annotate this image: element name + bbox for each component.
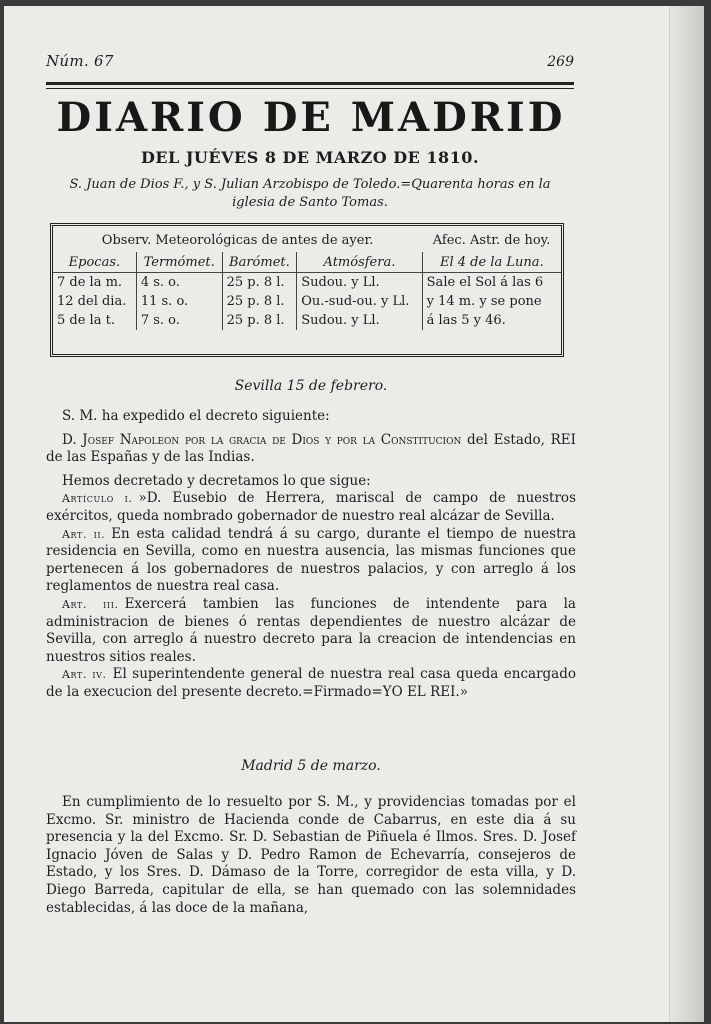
page-fold-shadow [669, 6, 704, 1022]
astro-cell: Sale el Sol á las 6 [422, 273, 561, 293]
meteo-cell: 11 s. o. [136, 292, 222, 311]
meteorological-table [50, 223, 564, 357]
article-paragraph [46, 596, 576, 666]
astro-cell: y 14 m. y se pone [422, 292, 561, 311]
article-text: En esta calidad tendrá á su cargo, durante el tiempo de nuestra residencia en Sevilla, como en nuestra ausencia, las mismas funciones que pertenecen á los gobernadores de nuestros palacios, y con arreglo á los reglamentos de nuestra real casa. [46, 525, 576, 595]
astro-title: Afec. Astr. de hoy. [432, 232, 551, 248]
decree-statement: Hemos decretado y decretamos lo que sigue: [62, 472, 371, 489]
article-label: Art. ii. [62, 527, 106, 541]
page-number: 269 [547, 54, 574, 70]
masthead-top-line [46, 52, 574, 76]
table-row [53, 273, 561, 293]
section-place-madrid: Madrid 5 de marzo. [241, 758, 381, 774]
article-text: El superintendente general de nuestra real casa queda encargado de la execucion del presente decreto.=Firmado=YO EL REI.» [46, 666, 577, 700]
section-madrid-body: En cumplimiento de lo resuelto por S. M., y providencias tomadas por el Excmo. Sr. ministro de Hacienda conde de Cabarrus, en este dia á su presencia y la del Excmo. Sr. D. Sebastian de Piñuela é Ilmos. Sres. D. Josef Ignacio Jóven de Salas y D. Pedro Ramon de Echevarría, consejeros de Estado, y los Sres. D. Dámaso de la Torre, corregidor de esta villa, y D. Diego Barreda, capitular de ella, se han quemado con las solemnidades establecidas, á las doce de la mañana, [46, 794, 576, 916]
masthead-rule-thin [46, 88, 574, 89]
article-paragraph [46, 526, 576, 596]
dateline: DEL JUÉVES 8 DE MARZO DE 1810. [140, 148, 480, 167]
meteo-cell: Sudou. y Ll. [297, 311, 422, 330]
king-title [46, 432, 576, 467]
article-paragraph [46, 666, 576, 701]
meteo-cell: 7 s. o. [136, 311, 222, 330]
meteo-cell: Ou.-sud-ou. y Ll. [297, 292, 422, 311]
issue-number: Núm. 67 [46, 52, 114, 70]
newspaper-title: DIARIO DE MADRID [56, 94, 566, 141]
meteo-cell: 4 s. o. [136, 273, 222, 293]
king-title-smallcaps: D. Josef Napoleon por la gracia de Dios y por la Constitucion [62, 431, 462, 448]
article-label: Art. iii. [62, 597, 119, 611]
article-text: Exercerá tambien las funciones de intendente para la administracion de bienes ó rentas dependientes de nuestro alcázar de Sevilla, con arreglo á nuestro decreto para la creacion de intendencias en nuestros sitios reales. [46, 595, 576, 665]
section-place-sevilla: Sevilla 15 de febrero. [234, 378, 388, 394]
saints-of-the-day: S. Juan de Dios F., y S. Julian Arzobispo de Toledo.=Quarenta horas en la iglesia de Santo Tomas. [69, 177, 551, 210]
table-row [53, 311, 561, 330]
decree-intro: S. M. ha expedido el decreto siguiente: [62, 408, 330, 424]
meteo-cell: 5 de la t. [57, 313, 115, 328]
meteo-header: Epocas. [53, 252, 136, 273]
article-label: Artículo i. [62, 492, 133, 506]
meteo-header: Atmósfera. [297, 252, 422, 273]
article-text: »D. Eusebio de Herrera, mariscal de campo de nuestros exércitos, queda nombrado gobernador de nuestro real alcázar de Sevilla. [46, 490, 576, 524]
meteo-cell: Sudou. y Ll. [297, 273, 422, 293]
meteo-cell: 12 del dia. [57, 294, 127, 309]
astro-cell: á las 5 y 46. [422, 311, 561, 330]
section-sevilla-body [46, 408, 576, 702]
meteo-header: Termómet. [136, 252, 222, 273]
meteo-title: Observ. Meteorológicas de antes de ayer. [101, 232, 374, 248]
article-paragraph [46, 490, 576, 525]
meteo-cell: 25 p. 8 l. [222, 292, 297, 311]
meteo-cell: 25 p. 8 l. [222, 273, 297, 293]
meteo-cell: 25 p. 8 l. [222, 311, 297, 330]
article-label: Art. iv. [62, 668, 107, 682]
meteo-header: Barómet. [222, 252, 297, 273]
newspaper-page [4, 6, 704, 1022]
table-row [53, 292, 561, 311]
king-title-rest: del Estado, REI de las Españas y de las Indias. [46, 431, 576, 466]
meteo-header: El 4 de la Luna. [422, 252, 561, 273]
meteo-cell: 7 de la m. [57, 275, 123, 290]
masthead-rule-thick [46, 82, 574, 85]
